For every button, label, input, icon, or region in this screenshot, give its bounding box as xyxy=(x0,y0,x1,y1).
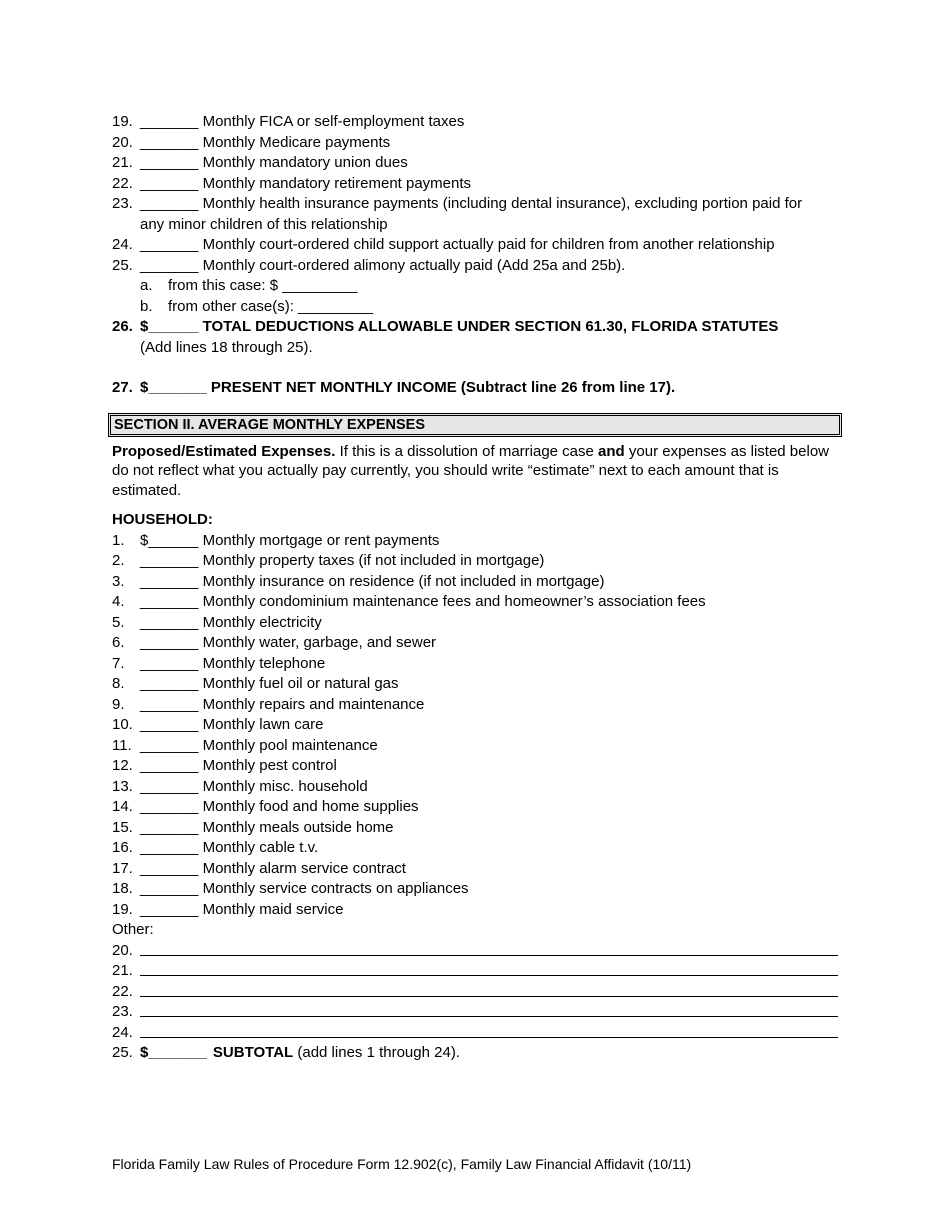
line-27 xyxy=(112,378,842,399)
deductions-row xyxy=(112,235,842,256)
household-body xyxy=(140,859,406,880)
deductions-blank: _______ xyxy=(140,174,199,192)
alimony-sub-text: from this case: $ _________ xyxy=(168,277,358,294)
household-row xyxy=(112,592,842,613)
line-26-text: $______ TOTAL DEDUCTIONS ALLOWABLE UNDER SECTION 61.30, FLORIDA STATUTES xyxy=(140,318,779,335)
household-blank: _______ xyxy=(140,900,199,918)
household-text: Monthly pool maintenance xyxy=(202,736,378,754)
household-row xyxy=(112,633,842,654)
household-body xyxy=(140,572,604,593)
household-number: 2. xyxy=(112,552,125,569)
household-body xyxy=(140,797,419,818)
deductions-blank: _______ xyxy=(140,133,199,151)
subtotal-blank: $_______ xyxy=(140,1044,207,1061)
line-26-number: 26. xyxy=(112,318,133,335)
alimony-sub-letter: a. xyxy=(140,277,153,294)
household-number: 14. xyxy=(112,798,133,815)
deductions-text: Monthly mandatory union dues xyxy=(202,154,408,171)
intro-text-a: If this is a dissolution of marriage case xyxy=(335,442,599,460)
household-blank: _______ xyxy=(140,716,199,733)
household-blank: _______ xyxy=(140,859,199,877)
household-number: 9. xyxy=(112,695,125,713)
alimony-sublist xyxy=(112,276,842,317)
other-line-row xyxy=(112,961,842,982)
household-row xyxy=(112,859,842,880)
other-line-row xyxy=(112,1023,842,1044)
household-number: 7. xyxy=(112,654,125,672)
intro-and: and xyxy=(598,442,625,460)
household-text: Monthly cable t.v. xyxy=(202,839,319,856)
alimony-sub-row xyxy=(112,297,842,318)
household-number: 13. xyxy=(112,777,133,795)
household-body xyxy=(140,777,368,798)
household-row xyxy=(112,777,842,798)
household-text: Monthly mortgage or rent payments xyxy=(202,531,440,549)
household-body xyxy=(140,633,436,654)
household-body xyxy=(140,592,706,613)
deductions-blank: _______ xyxy=(140,154,199,171)
household-row xyxy=(112,900,842,921)
household-blank: _______ xyxy=(140,757,199,774)
household-text: Monthly lawn care xyxy=(202,716,324,733)
household-body xyxy=(140,879,469,900)
deductions-text: Monthly FICA or self-employment taxes xyxy=(202,113,465,130)
deductions-continuation-row xyxy=(112,215,842,236)
household-blank: _______ xyxy=(140,736,199,754)
household-text: Monthly fuel oil or natural gas xyxy=(202,675,399,692)
household-text: Monthly condominium maintenance fees and homeowner’s association fees xyxy=(202,593,706,610)
alimony-sub-item xyxy=(140,276,358,297)
deductions-body xyxy=(140,256,625,277)
household-row xyxy=(112,654,842,675)
household-body xyxy=(140,736,378,757)
alimony-sub-letter: b. xyxy=(140,297,153,315)
household-row xyxy=(112,613,842,634)
household-number: 15. xyxy=(112,818,133,836)
intro-bold-lead: Proposed/Estimated Expenses. xyxy=(112,442,336,460)
deductions-blank: _______ xyxy=(140,195,199,212)
household-text: Monthly maid service xyxy=(202,900,344,918)
household-text: Monthly repairs and maintenance xyxy=(202,695,425,713)
household-row xyxy=(112,551,842,572)
household-text: Monthly electricity xyxy=(202,613,322,631)
household-body xyxy=(140,900,343,921)
deductions-number: 23. xyxy=(112,195,133,212)
deductions-body xyxy=(140,133,390,154)
deductions-blank: _______ xyxy=(140,236,199,253)
household-row xyxy=(112,531,842,552)
household-row xyxy=(112,674,842,695)
alimony-sub-row xyxy=(112,276,842,297)
subtotal-label: SUBTOTAL xyxy=(212,1044,294,1061)
other-label: Other: xyxy=(112,921,154,938)
other-line-blank xyxy=(140,975,838,976)
household-blank: _______ xyxy=(140,818,199,836)
household-blank: $______ xyxy=(140,531,199,549)
deductions-body xyxy=(140,194,802,215)
household-text: Monthly property taxes (if not included in mortgage) xyxy=(202,552,545,569)
deductions-number: 21. xyxy=(112,154,133,171)
household-text: Monthly insurance on residence (if not included in mortgage) xyxy=(202,572,605,590)
intro-text-b: your expenses as listed below do not reflect what you actually pay currently, you should write “estimate” next to each amount that is estimated. xyxy=(112,442,829,499)
household-heading: HOUSEHOLD: xyxy=(112,511,213,528)
deductions-number: 20. xyxy=(112,133,133,151)
household-row xyxy=(112,715,842,736)
deductions-list xyxy=(112,112,842,276)
household-row xyxy=(112,838,842,859)
household-number: 10. xyxy=(112,716,133,733)
household-blank: _______ xyxy=(140,839,199,856)
household-body xyxy=(140,756,337,777)
deductions-text: Monthly Medicare payments xyxy=(202,133,391,151)
subtotal-number: 25. xyxy=(112,1044,133,1061)
household-body xyxy=(140,654,325,675)
household-body xyxy=(140,818,394,839)
household-blank: _______ xyxy=(140,613,199,631)
section-2-intro xyxy=(112,442,840,501)
other-line-blank xyxy=(140,955,838,956)
household-text: Monthly service contracts on appliances xyxy=(202,880,469,897)
other-line-row xyxy=(112,982,842,1003)
other-line-blank xyxy=(140,996,838,997)
deductions-row xyxy=(112,194,842,215)
deductions-number: 19. xyxy=(112,113,133,130)
household-blank: _______ xyxy=(140,777,199,795)
household-row xyxy=(112,695,842,716)
page-footer: Florida Family Law Rules of Procedure Form 12.902(c), Family Law Financial Affidavit (10/11) xyxy=(112,1156,692,1172)
household-row xyxy=(112,797,842,818)
household-blank: _______ xyxy=(140,634,199,651)
household-text: Monthly misc. household xyxy=(202,777,368,795)
household-blank: _______ xyxy=(140,552,199,569)
household-body xyxy=(140,531,439,552)
line-27-number: 27. xyxy=(112,379,133,396)
household-list xyxy=(112,531,842,921)
household-number: 16. xyxy=(112,839,133,856)
household-number: 3. xyxy=(112,572,125,590)
other-line-row xyxy=(112,941,842,962)
other-line-number: 21. xyxy=(112,962,133,979)
household-number: 12. xyxy=(112,757,133,774)
other-line-number: 23. xyxy=(112,1003,133,1020)
household-number: 4. xyxy=(112,593,125,610)
household-row xyxy=(112,572,842,593)
other-line-number: 22. xyxy=(112,982,133,1000)
household-blank: _______ xyxy=(140,572,199,590)
household-body xyxy=(140,551,544,572)
other-line-blank xyxy=(140,1016,838,1017)
deductions-number: 22. xyxy=(112,174,133,192)
household-blank: _______ xyxy=(140,695,199,713)
other-line-number: 20. xyxy=(112,941,133,959)
section-2-header-row xyxy=(112,413,842,439)
deductions-continuation: any minor children of this relationship xyxy=(140,215,388,233)
other-lines-list xyxy=(112,941,842,1044)
deductions-text: Monthly court-ordered child support actually paid for children from another relationship xyxy=(202,236,775,253)
household-row xyxy=(112,736,842,757)
household-number: 6. xyxy=(112,634,125,651)
household-number: 1. xyxy=(112,531,125,549)
deductions-number: 25. xyxy=(112,256,133,274)
deductions-row xyxy=(112,256,842,277)
household-body xyxy=(140,613,322,634)
subtotal-body xyxy=(140,1043,460,1064)
household-blank: _______ xyxy=(140,593,199,610)
section-2-title: SECTION II. AVERAGE MONTHLY EXPENSES xyxy=(108,413,842,437)
household-text: Monthly water, garbage, and sewer xyxy=(202,634,437,651)
household-text: Monthly pest control xyxy=(202,757,337,774)
household-blank: _______ xyxy=(140,654,199,672)
household-body xyxy=(140,715,323,736)
household-text: Monthly meals outside home xyxy=(202,818,394,836)
deductions-text: Monthly health insurance payments (including dental insurance), excluding portion paid for xyxy=(202,195,803,212)
household-body xyxy=(140,674,399,695)
deductions-blank: _______ xyxy=(140,113,199,130)
subtotal-note: (add lines 1 through 24). xyxy=(293,1044,460,1061)
alimony-sub-item xyxy=(140,297,374,318)
deductions-body xyxy=(140,235,775,256)
household-blank: _______ xyxy=(140,798,199,815)
deductions-body xyxy=(140,112,464,133)
household-number: 19. xyxy=(112,900,133,918)
subtotal-row xyxy=(112,1043,842,1064)
household-text: Monthly alarm service contract xyxy=(202,859,406,877)
deductions-row xyxy=(112,153,842,174)
household-row xyxy=(112,879,842,900)
deductions-number: 24. xyxy=(112,236,133,253)
household-text: Monthly food and home supplies xyxy=(202,798,419,815)
household-body xyxy=(140,695,424,716)
deductions-text: Monthly mandatory retirement payments xyxy=(202,174,472,192)
household-body xyxy=(140,838,318,859)
other-line-row xyxy=(112,1002,842,1023)
other-line-number: 24. xyxy=(112,1023,133,1041)
line-26-note-row xyxy=(112,338,842,359)
household-text: Monthly telephone xyxy=(202,654,326,672)
line-26 xyxy=(112,317,842,338)
deductions-row xyxy=(112,133,842,154)
household-number: 18. xyxy=(112,880,133,897)
line-27-text: $_______ PRESENT NET MONTHLY INCOME (Subtract line 26 from line 17). xyxy=(140,379,676,396)
deductions-body xyxy=(140,174,471,195)
form-page xyxy=(112,112,842,1064)
deductions-body xyxy=(140,153,408,174)
household-number: 11. xyxy=(112,736,132,754)
line-26-note: (Add lines 18 through 25). xyxy=(140,338,313,356)
deductions-row xyxy=(112,112,842,133)
household-row xyxy=(112,818,842,839)
deductions-blank: _______ xyxy=(140,256,199,274)
household-number: 5. xyxy=(112,613,125,631)
household-number: 17. xyxy=(112,859,133,877)
deductions-row xyxy=(112,174,842,195)
household-number: 8. xyxy=(112,675,125,692)
deductions-text: Monthly court-ordered alimony actually paid (Add 25a and 25b). xyxy=(202,256,626,274)
alimony-sub-text: from other case(s): _________ xyxy=(168,297,374,315)
household-blank: _______ xyxy=(140,675,199,692)
household-row xyxy=(112,756,842,777)
household-blank: _______ xyxy=(140,880,199,897)
other-line-blank xyxy=(140,1037,838,1038)
